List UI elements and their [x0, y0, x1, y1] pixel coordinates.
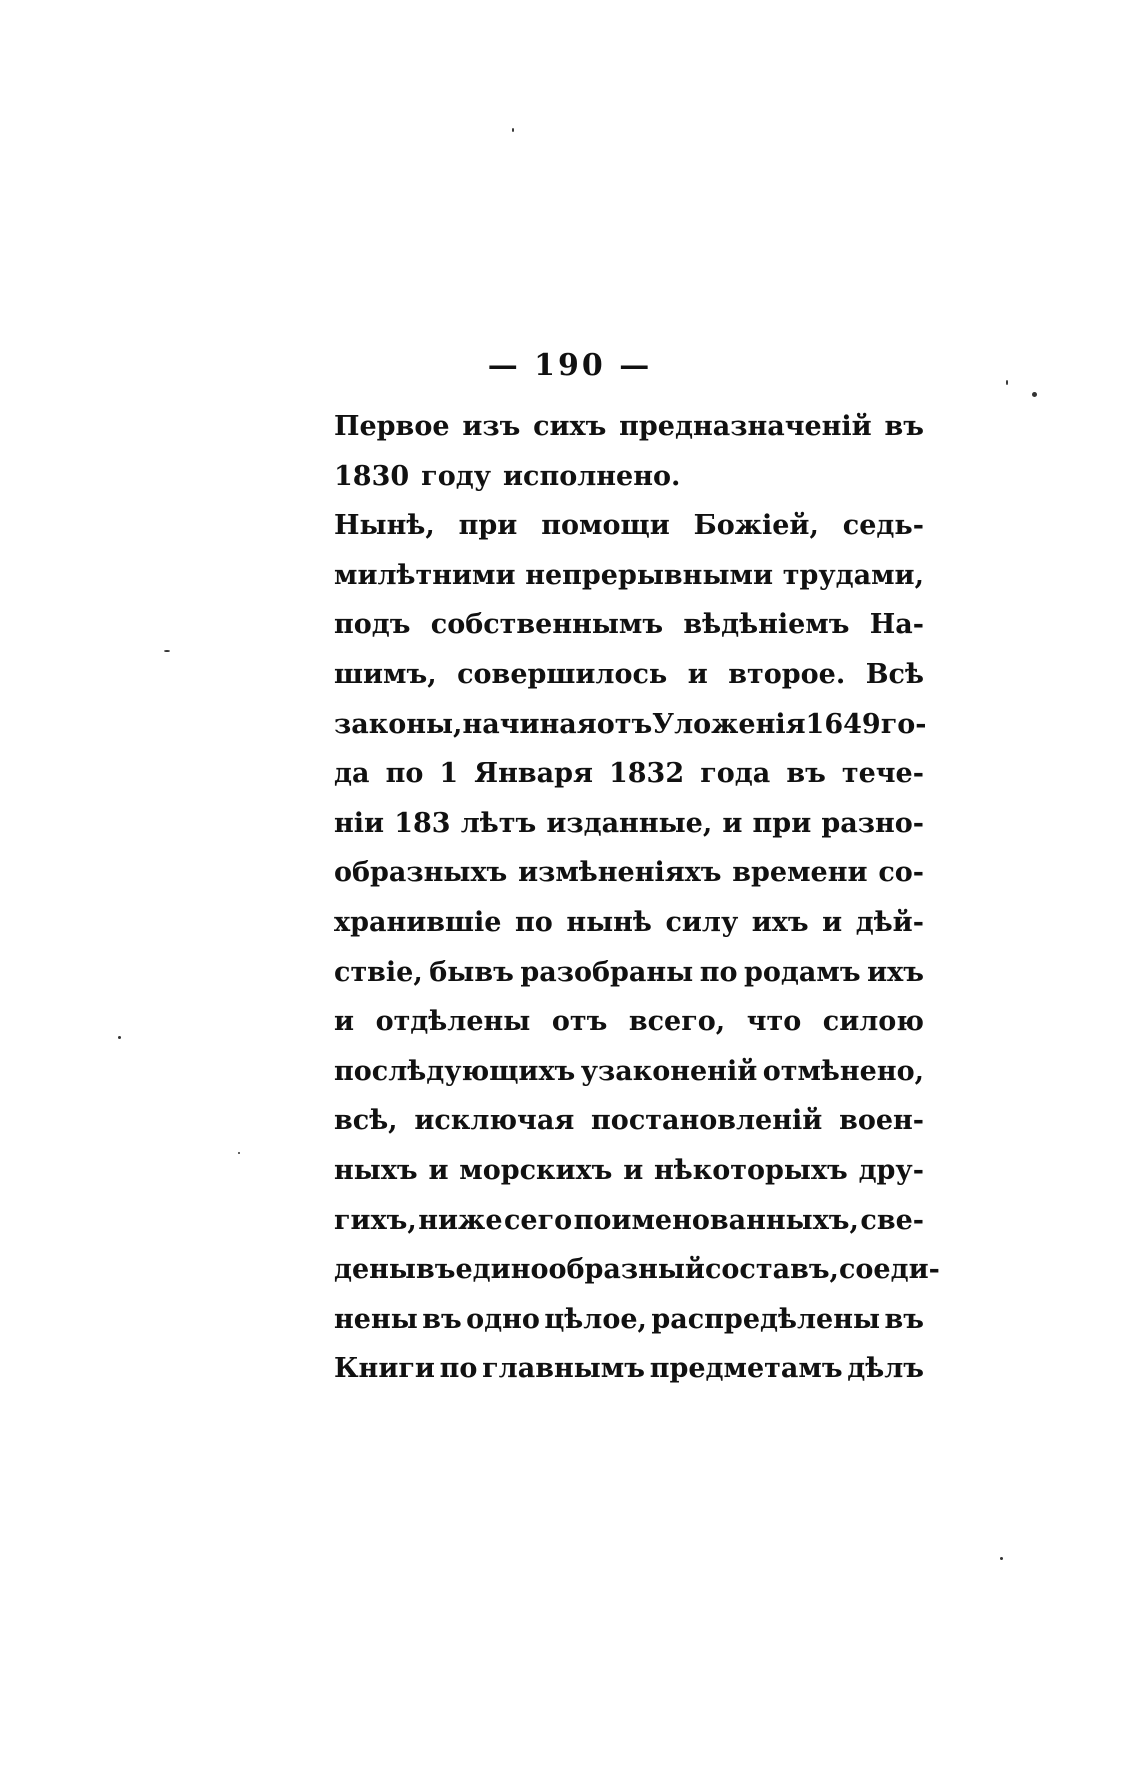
word: времени: [732, 857, 868, 889]
word: трудами,: [782, 559, 924, 591]
word: разобраны: [520, 956, 694, 988]
word: помощи: [541, 510, 670, 542]
word: отдѣлены: [375, 1006, 531, 1038]
word: собственнымъ: [430, 609, 664, 641]
word: и: [623, 1154, 644, 1186]
word: въ: [422, 1303, 462, 1335]
word: по: [699, 956, 738, 988]
word: отъ: [551, 1006, 608, 1038]
word: 183: [394, 807, 451, 839]
word: при: [458, 510, 518, 542]
scan-speck: [238, 1152, 240, 1154]
word: седь-: [842, 510, 924, 542]
scan-speck: [512, 128, 514, 132]
word: отмѣнено,: [762, 1055, 924, 1087]
word: единообразный: [455, 1254, 705, 1286]
word: въ: [884, 411, 924, 442]
word: силу: [665, 906, 739, 938]
word: начиная: [462, 708, 597, 740]
word: въ: [884, 1303, 924, 1335]
word: второе.: [728, 658, 846, 690]
text-line: [334, 650, 924, 700]
word: и: [722, 807, 743, 839]
word: Первое: [334, 411, 450, 442]
word: милѣтними: [334, 559, 516, 591]
word: воен-: [839, 1105, 924, 1137]
text-line: [334, 1196, 924, 1246]
word: ниже: [418, 1204, 503, 1236]
word: изъ: [462, 411, 521, 442]
word: силою: [822, 1006, 924, 1038]
word: Книги: [334, 1353, 435, 1385]
text-line: [334, 551, 924, 601]
word: ихъ: [751, 906, 809, 938]
word: сего: [503, 1204, 573, 1236]
word: гихъ,: [334, 1204, 417, 1236]
text-line: [334, 749, 924, 799]
text-line: [334, 402, 924, 452]
word: въ: [416, 1254, 456, 1286]
word: дру-: [858, 1154, 924, 1186]
word: году: [421, 460, 491, 492]
text-line: [334, 1295, 924, 1345]
word: дѣлъ: [847, 1353, 924, 1385]
scan-speck: [118, 1036, 121, 1039]
word: ихъ: [867, 956, 924, 988]
word: 1832: [608, 758, 685, 790]
word: нѣкоторыхъ: [654, 1154, 848, 1186]
word: подъ: [334, 609, 411, 641]
word: Всѣ: [865, 658, 924, 690]
word: дѣй-: [855, 906, 924, 938]
word: На-: [869, 609, 924, 641]
word: послѣдующихъ: [334, 1055, 576, 1087]
word: и: [687, 658, 708, 690]
word: сихъ: [533, 411, 607, 442]
word: Января: [474, 758, 593, 790]
text-line: [334, 1096, 924, 1146]
word: хранившіе: [334, 906, 502, 938]
word: распредѣлены: [651, 1303, 881, 1335]
word: дены: [334, 1254, 417, 1286]
word: постановленій: [591, 1105, 823, 1137]
word: вѣдѣніемъ: [683, 609, 850, 641]
scan-speck: [1032, 392, 1037, 397]
word: поименованныхъ,: [573, 1204, 859, 1236]
word: всего,: [628, 1006, 726, 1038]
word: въ: [786, 758, 826, 790]
word: 1830: [334, 460, 410, 492]
body-text: [334, 402, 940, 1394]
word: Уложенія: [652, 708, 806, 740]
text-line: [334, 1245, 940, 1295]
word: узаконеній: [580, 1055, 758, 1087]
word: совершилось: [457, 658, 668, 690]
word: бывъ: [429, 956, 514, 988]
word: и: [428, 1154, 449, 1186]
word: да: [334, 758, 370, 790]
text-line: [334, 997, 924, 1047]
word: изданные,: [546, 807, 713, 839]
text-line: [334, 948, 924, 998]
word: образныхъ: [334, 857, 508, 889]
text-line: [334, 898, 924, 948]
text-line: [334, 600, 924, 650]
word: законы,: [334, 708, 463, 740]
scan-speck: [1006, 380, 1008, 385]
word: одно: [466, 1303, 540, 1335]
text-line: [334, 700, 927, 750]
text-line: [334, 1146, 924, 1196]
word: по: [385, 758, 424, 790]
word: цѣлое,: [544, 1303, 647, 1335]
word: при: [752, 807, 812, 839]
word: ныхъ: [334, 1154, 418, 1186]
word: Нынѣ,: [334, 510, 435, 542]
word: со-: [878, 857, 924, 889]
word: морскихъ: [459, 1154, 613, 1186]
word: лѣтъ: [460, 807, 537, 839]
word: шимъ,: [334, 658, 437, 690]
word: предназначеній: [619, 411, 872, 442]
word: года: [700, 758, 771, 790]
word: главнымъ: [482, 1353, 645, 1385]
word: исключая: [414, 1105, 575, 1137]
word: предметамъ: [649, 1353, 843, 1385]
text-line: [334, 799, 924, 849]
word: и: [334, 1006, 355, 1038]
word: 1649: [805, 708, 881, 740]
word: разно-: [821, 807, 924, 839]
word: измѣненіяхъ: [518, 857, 722, 889]
word: ніи: [334, 807, 385, 839]
text-line: [334, 1344, 924, 1394]
text-line: [334, 501, 924, 551]
page-number: — 190 —: [487, 348, 653, 383]
word: 1: [439, 758, 459, 790]
word: Божіей,: [693, 510, 819, 542]
word: составъ,: [704, 1254, 839, 1286]
word: по: [515, 906, 553, 938]
text-line: [334, 1047, 924, 1097]
word: нены: [334, 1303, 418, 1335]
word: всѣ,: [334, 1105, 398, 1137]
text-line: [334, 848, 924, 898]
word: по: [439, 1353, 478, 1385]
word: и: [822, 906, 843, 938]
word: исполнено.: [503, 460, 681, 492]
word: тече-: [841, 758, 924, 790]
word: непрерывными: [525, 559, 773, 591]
scan-speck: [164, 650, 170, 652]
word: го-: [880, 708, 927, 740]
word: нынѣ: [566, 906, 652, 938]
word: ствіе,: [334, 956, 423, 988]
word: отъ: [596, 708, 653, 740]
scan-speck: [1000, 1557, 1003, 1560]
word: соеди-: [838, 1254, 940, 1286]
word: что: [746, 1006, 802, 1038]
text-line: [334, 452, 924, 502]
word: све-: [860, 1204, 924, 1236]
word: родамъ: [744, 956, 861, 988]
